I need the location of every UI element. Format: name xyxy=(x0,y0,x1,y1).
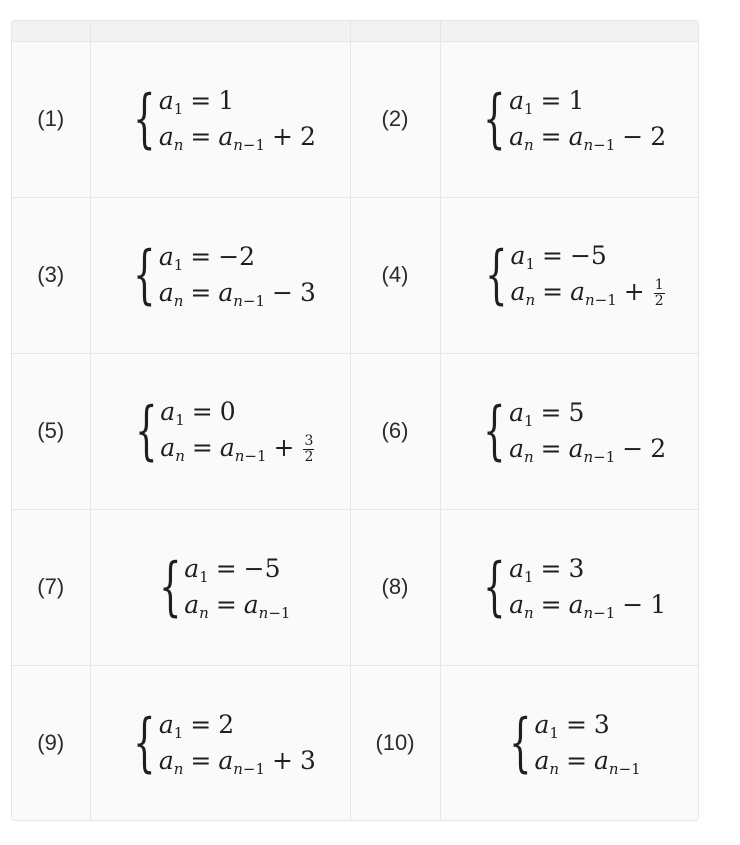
equation-lines xyxy=(160,397,314,465)
recurrence-equation: $a_n = a_{n-1} + 3$ xyxy=(158,746,316,779)
operator: + xyxy=(623,277,645,306)
recurrence-cell xyxy=(90,665,350,821)
fraction xyxy=(654,278,665,309)
table xyxy=(12,21,699,821)
equation-lines xyxy=(509,86,666,152)
common-difference: 3 xyxy=(300,278,316,307)
recurrence-system xyxy=(474,394,667,468)
operator: + xyxy=(272,122,293,151)
problem-label xyxy=(12,353,90,509)
problem-label xyxy=(350,197,440,353)
problem-label xyxy=(350,353,440,509)
operator: − xyxy=(622,122,644,151)
left-brace: { xyxy=(483,394,506,468)
initial-value: 2 xyxy=(218,710,235,740)
fraction-numerator: 3 xyxy=(304,433,314,449)
recurrence-cell xyxy=(90,197,350,353)
initial-value: 5 xyxy=(568,398,585,427)
recurrence-cell xyxy=(90,509,350,665)
recurrence-equation: $a_n = a_{n-1} - 2$ xyxy=(509,122,667,154)
problem-number: (3) xyxy=(37,262,65,287)
common-difference: 1 xyxy=(650,590,667,619)
recurrence-equation: $a_n = a_{n-1}$ xyxy=(534,746,641,779)
common-difference: 2 xyxy=(650,122,667,151)
table-body xyxy=(12,41,699,821)
operator: − xyxy=(622,434,644,463)
header-cell xyxy=(440,21,699,41)
problem-number: (5) xyxy=(37,418,65,443)
equation-lines xyxy=(509,554,666,620)
table-row xyxy=(12,665,699,821)
recurrence-equation: $a_n = a_{n-1}$ xyxy=(184,590,291,622)
problem-number: (8) xyxy=(381,574,409,599)
initial-value: 0 xyxy=(219,397,236,426)
recurrence-cell xyxy=(440,665,699,821)
recurrence-system xyxy=(476,238,665,312)
problem-number: (10) xyxy=(375,730,415,756)
initial-value: −2 xyxy=(218,242,256,271)
common-difference: 3 xyxy=(300,746,316,776)
initial-term-equation: $a_1 = 2$ xyxy=(158,710,235,743)
equation-lines xyxy=(159,242,316,308)
problem-label xyxy=(350,509,440,665)
equation-lines xyxy=(534,710,641,779)
recurrence-system xyxy=(124,238,316,312)
recurrence-system xyxy=(500,706,641,781)
problem-number: (9) xyxy=(37,730,65,756)
left-brace: { xyxy=(508,706,532,781)
initial-value: 3 xyxy=(593,710,610,740)
table-row xyxy=(12,197,699,353)
recurrence-system xyxy=(124,82,316,156)
common-difference: 2 xyxy=(300,122,316,151)
recurrence-system xyxy=(124,706,316,781)
operator: + xyxy=(273,433,295,462)
fraction-denominator: 2 xyxy=(304,449,314,465)
fraction-denominator: 2 xyxy=(654,293,664,309)
initial-term-equation: $a_1 = 1$ xyxy=(158,86,235,118)
recurrence-equation: $a_n = a_{n-1}$ + $\frac{1}{2}$ xyxy=(510,277,664,309)
problem-label xyxy=(12,509,90,665)
left-brace: { xyxy=(134,394,158,468)
table-row xyxy=(12,41,699,197)
initial-term-equation: $a_1 = -5$ xyxy=(510,241,607,273)
header-cell xyxy=(90,21,350,41)
recurrence-equation: $a_n = a_{n-1} - 3$ xyxy=(158,278,316,310)
recurrence-cell xyxy=(440,41,699,197)
equation-lines xyxy=(509,398,666,464)
problem-number: (2) xyxy=(381,106,409,131)
initial-value: 1 xyxy=(568,86,585,115)
problem-number: (6) xyxy=(381,418,409,443)
left-brace: { xyxy=(483,82,506,156)
initial-value: −5 xyxy=(243,554,281,583)
equation-lines xyxy=(159,86,316,152)
operator: − xyxy=(272,278,293,307)
initial-value: 1 xyxy=(218,86,235,115)
fraction xyxy=(303,434,314,465)
header-cell xyxy=(350,21,440,41)
fraction-numerator: 1 xyxy=(654,277,664,293)
problem-number: (1) xyxy=(37,106,65,131)
table-row xyxy=(12,509,699,665)
initial-term-equation: $a_1 = -2$ xyxy=(158,242,256,274)
problem-number: (7) xyxy=(37,574,65,599)
recurrence-cell xyxy=(440,509,699,665)
problem-label xyxy=(12,665,90,821)
initial-term-equation: $a_1 = 1$ xyxy=(509,86,585,118)
recurrence-system xyxy=(474,550,667,624)
table-row xyxy=(12,353,699,509)
left-brace: { xyxy=(133,706,156,781)
header-cell xyxy=(12,21,90,41)
recurrence-cell xyxy=(90,353,350,509)
initial-term-equation: $a_1 = -5$ xyxy=(184,554,281,586)
recurrence-equation: $a_n = a_{n-1} - 1$ xyxy=(509,590,667,622)
equation-lines xyxy=(158,710,316,779)
initial-term-equation: $a_1 = 5$ xyxy=(509,398,585,430)
operator: + xyxy=(272,746,293,776)
left-brace: { xyxy=(133,238,156,312)
recurrence-cell xyxy=(440,197,699,353)
initial-term-equation: $a_1 = 3$ xyxy=(534,710,610,743)
table-header xyxy=(12,21,699,41)
recurrence-cell xyxy=(90,41,350,197)
recurrence-equation: $a_n = a_{n-1} + 2$ xyxy=(158,122,316,154)
left-brace: { xyxy=(133,82,156,156)
common-difference: 2 xyxy=(650,434,667,463)
recurrence-system xyxy=(474,82,667,156)
initial-term-equation: $a_1 = 3$ xyxy=(509,554,585,586)
recurrence-cell xyxy=(440,353,699,509)
problem-label xyxy=(350,41,440,197)
initial-term-equation: $a_1 = 0$ xyxy=(160,397,236,429)
initial-value: −5 xyxy=(569,241,607,270)
equation-lines xyxy=(184,554,290,620)
equation-lines xyxy=(511,241,665,309)
left-brace: { xyxy=(483,550,506,624)
problem-label xyxy=(12,41,90,197)
left-brace: { xyxy=(484,238,508,312)
operator: − xyxy=(622,590,644,619)
problem-number: (4) xyxy=(381,262,409,287)
problem-label xyxy=(350,665,440,821)
recurrence-equation: $a_n = a_{n-1}$ + $\frac{3}{2}$ xyxy=(160,433,314,465)
recurrence-system xyxy=(150,550,291,624)
left-brace: { xyxy=(158,550,182,624)
problem-label xyxy=(12,197,90,353)
initial-value: 3 xyxy=(568,554,585,583)
sequence-table xyxy=(11,20,699,821)
recurrence-equation: $a_n = a_{n-1} - 2$ xyxy=(509,434,667,466)
recurrence-system xyxy=(126,394,315,468)
